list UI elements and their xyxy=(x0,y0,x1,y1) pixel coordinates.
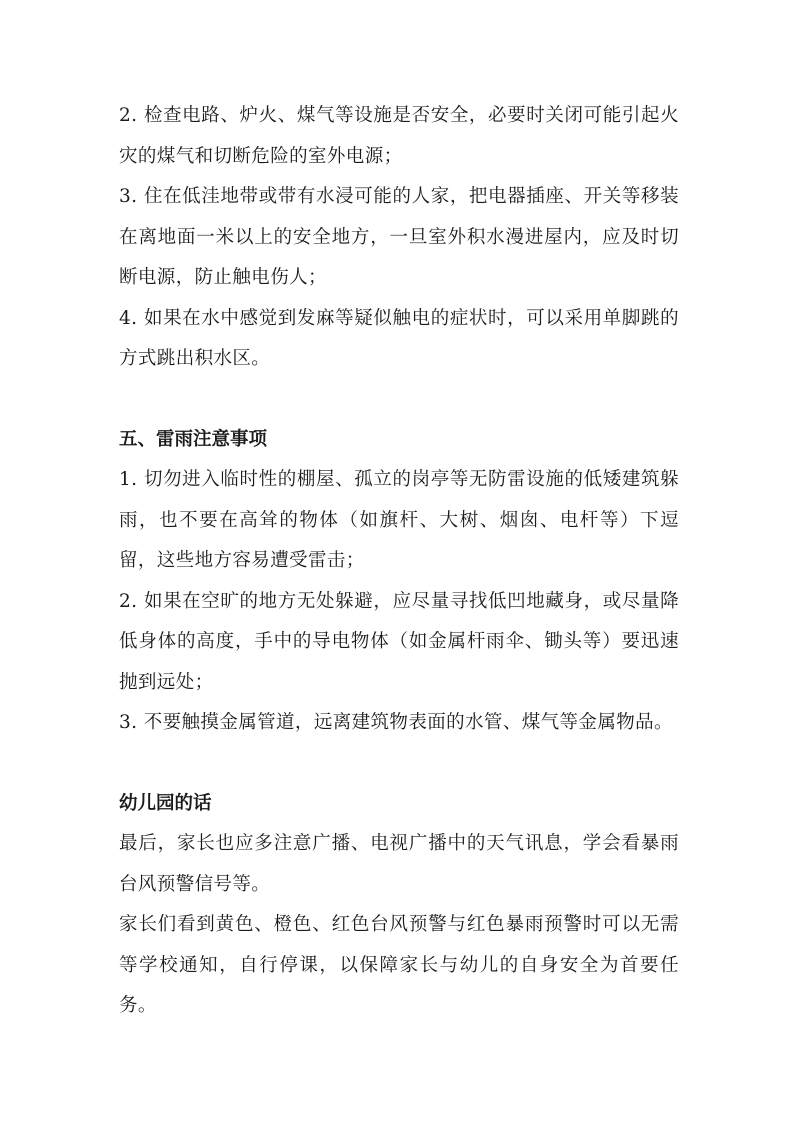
closing-paragraph-2: 家长们看到黄色、橙色、红色台风预警与红色暴雨预警时可以无需等学校通知，自行停课，以保障家长与幼儿的自身安全为首要任务。 xyxy=(119,914,679,1016)
section-spacer xyxy=(119,744,679,784)
document-page xyxy=(119,96,679,1027)
closing-paragraph-1: 最后，家长也应多注意广播、电视广播中的天气讯息，学会看暴雨台风预警信号等。 xyxy=(119,833,679,895)
section5-item-2: 2. 如果在空旷的地方无处躲避，应尽量寻找低凹地藏身，或尽量降低身体的高度，手中的导电物体（如金属杆雨伞、锄头等）要迅速抛到远处； xyxy=(119,590,679,693)
section5-item-3: 3. 不要触摸金属管道，远离建筑物表面的水管、煤气等金属物品。 xyxy=(119,712,673,733)
section5-item-1: 1. 切勿进入临时性的棚屋、孤立的岗亭等无防雷设施的低矮建筑躲雨，也不要在高耸的物体（如旗杆、大树、烟囱、电杆等）下逗留，这些地方容易遭受雷击； xyxy=(119,469,679,571)
closing-heading: 幼儿园的话 xyxy=(119,792,212,814)
section4-item-4: 4. 如果在水中感觉到发麻等疑似触电的症状时，可以采用单脚跳的方式跳出积水区。 xyxy=(119,307,679,369)
section4-item-3: 3. 住在低洼地带或带有水浸可能的人家，把电器插座、开关等移装在离地面一米以上的安全地方，一旦室外积水漫进屋内，应及时切断电源，防止触电伤人； xyxy=(119,186,679,288)
section5-heading: 五、雷雨注意事项 xyxy=(119,428,268,450)
section-spacer xyxy=(119,380,679,420)
section4-item-2: 2. 检查电路、炉火、煤气等设施是否安全，必要时关闭可能引起火灾的煤气和切断危险的室外电源； xyxy=(119,105,679,167)
